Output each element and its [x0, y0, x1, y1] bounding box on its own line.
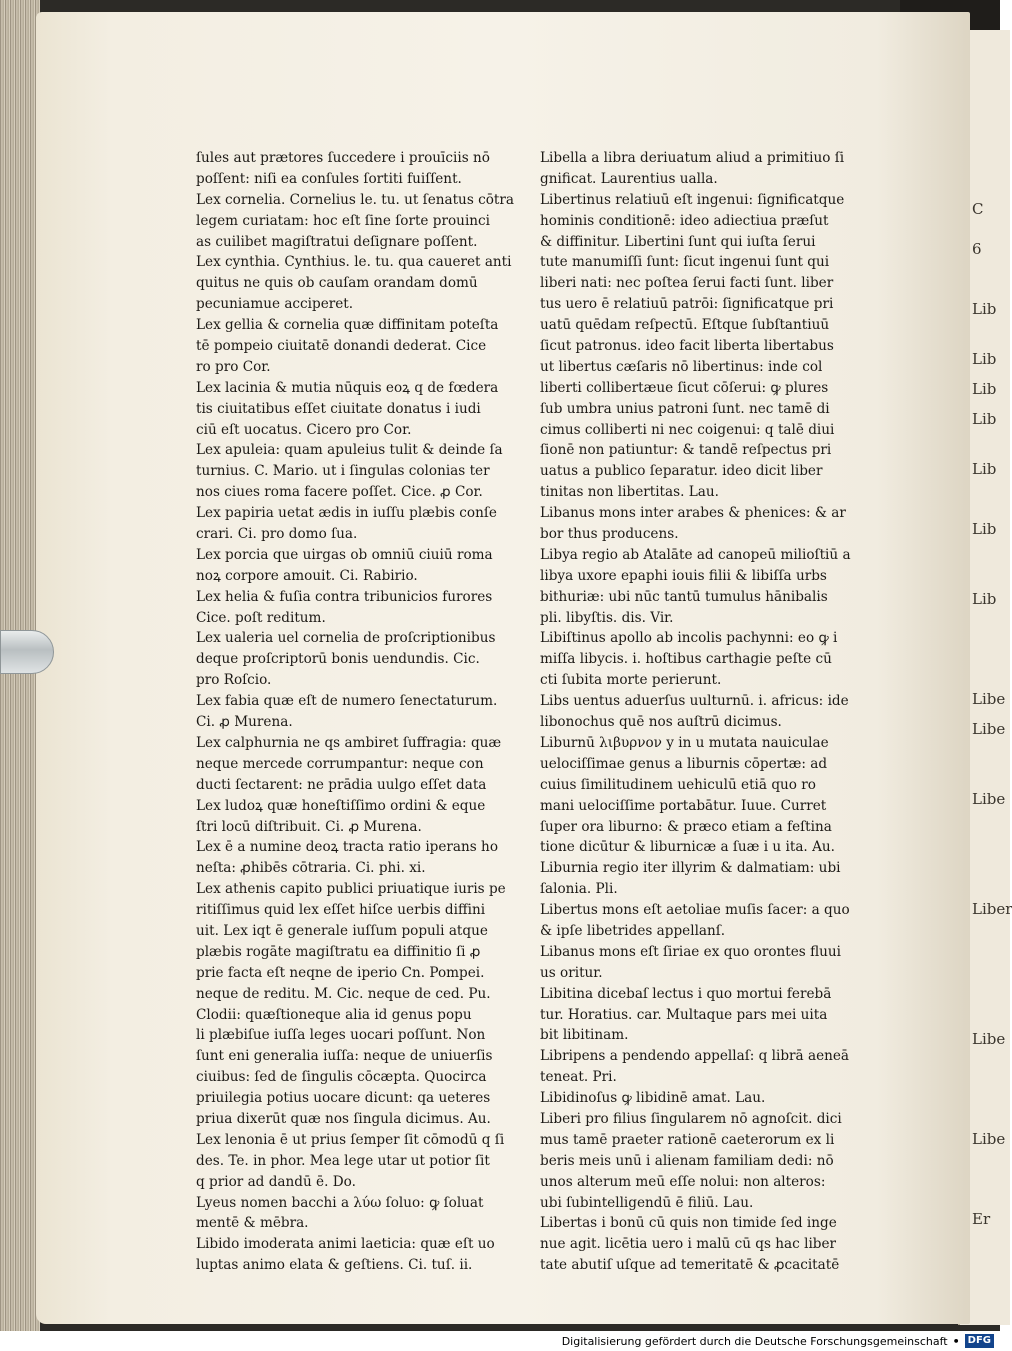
left-column-line: priua dixerūt quæ nos ſingula dicimus. Au. [196, 1110, 491, 1127]
left-column-line: neſta: ꝓhibēs cōtraria. Ci. phi. xi. [196, 860, 426, 877]
left-column-line: tē pompeio ciuitatē donandi dederat. Cice [196, 338, 487, 355]
facing-page-fragment: Er [972, 1210, 991, 1228]
right-column-line: tione dicūtur & liburnicæ a ſuæ i u ita. Au. [540, 839, 835, 856]
left-column-line: Lyeus nomen bacchi a λύω ſoluo: ꝙ ſoluat [196, 1194, 484, 1211]
left-column-line: Lex helia & fuſia contra tribunicios furores [196, 588, 493, 605]
right-column-line: Libanus mons inter arabes & phenices: & ar [540, 505, 846, 522]
facing-page-fragment: Libe [972, 720, 1006, 738]
left-column-line: Lex lacinia & mutia nūquis eoꝝ q de fœdera [196, 379, 499, 396]
left-column-line: Lex apuleia: quam apuleius tulit & deinde ſa [196, 442, 503, 459]
left-column-line: Lex calphurnia ne qs ambiret ſuffragia: quæ [196, 734, 502, 751]
right-column-line: ſalonia. Pli. [540, 881, 618, 898]
left-column-line: des. Te. in phor. Mea lege utar ut potior ſit [196, 1152, 490, 1169]
left-column-line: pecuniamue acciperet. [196, 296, 354, 313]
right-column-line: Libertus mons eſt aetoliae muſis ſacer: a quo [540, 902, 850, 919]
right-column-line: mani uelociſſime portabātur. Iuue. Curret [540, 797, 827, 814]
left-column-line: Lex ē a numine deoꝝ tracta ratio iperans ho [196, 839, 499, 856]
right-column-line: cuius ſimilitudinem uehiculū etiā quo ro [540, 776, 816, 793]
right-column-line: uatū quēdam reſpectū. Eſtque ſubſtantiuū [540, 317, 830, 334]
left-column-line: plæbis rogāte magiſtratu ea diffinitio ſi ꝓ [196, 943, 481, 960]
right-column-line: Libertinus relatiuū eſt ingenui: ſignificatque [540, 191, 845, 208]
right-column-line: uatus a publico ſeparatur. ideo dicit liber [540, 463, 823, 480]
left-column-line: ſtri locū diſtribuit. Ci. ꝓ Murena. [196, 818, 422, 835]
left-column-line: quitus ne quis ob cauſam orandam domū [196, 275, 478, 292]
left-column-line: deque proſcriptorū bonis uendundis. Cic. [196, 651, 480, 668]
left-column-line: Lex porcia que uirgas ob omniū ciuiū roma [196, 546, 493, 563]
right-column-line: ſicut patronus. ideo facit liberta libertabus [540, 338, 834, 355]
facing-page-fragment: 6 [972, 240, 982, 258]
facing-page-fragment: Libe [972, 1130, 1006, 1148]
left-column-line: ro pro Cor. [196, 358, 271, 375]
left-column-line: luptas animo elata & geſtiens. Ci. tuſ. ii. [196, 1257, 473, 1274]
left-column-line: as cuilibet magiſtratui deſignare poſſent. [196, 233, 478, 250]
right-column-line: tur. Horatius. car. Multaque pars mei uita [540, 1006, 828, 1023]
left-column-line: Cice. poſt reditum. [196, 609, 326, 626]
right-column-line: Libanus mons eſt ſiriae ex quo orontes fluui [540, 943, 842, 960]
right-column-line: Liburnia regio iter illyrim & dalmatiam: ubi [540, 860, 841, 877]
footer-text: Digitalisierung gefördert durch die Deutsche Forschungsgemeinschaft [561, 1334, 948, 1348]
right-column-line: pli. libyſtis. dis. Vir. [540, 609, 674, 626]
footer-bar [0, 1331, 1000, 1351]
page-clip [0, 630, 54, 674]
left-column-line: priuilegia potius uocare dicunt: qa ueteres [196, 1090, 491, 1107]
right-column-line: Libella a libra deriuatum aliud a primitiuo ſi [540, 150, 845, 166]
right-column-line: hominis conditionē: ideo adiectiua præſut [540, 212, 829, 229]
right-column-line: us oritur. [540, 964, 603, 981]
right-column-line: ubi ſubintelligendū ē filiū. Lau. [540, 1194, 754, 1211]
left-column-line: poſſent: niſi ea conſules ſortiti fuiſſent. [196, 170, 462, 187]
right-column-line: liberi nati: nec poſtea ſerui facti ſunt. liber [540, 275, 834, 292]
left-column-line: Lex lenonia ē ut prius ſemper ſit cōmodū q ſi [196, 1131, 505, 1148]
right-column-line: mus tamē praeter rationē caeterorum ex li [540, 1131, 835, 1148]
left-column-line: crari. Ci. pro domo ſua. [196, 526, 358, 543]
left-column-line: Clodii: quæſtioneque alia id genus popu [196, 1006, 472, 1023]
left-column-line: legem curiatam: hoc eſt ſine ſorte prouinci [196, 212, 491, 229]
right-column-line: Libitina dicebaſ lectus i quo mortui ferebā [540, 985, 832, 1002]
right-column-line: miſſa libycis. i. hoſtibus carthagie peſte cū [540, 651, 832, 668]
left-column-line: Ci. ꝓ Murena. [196, 714, 293, 731]
left-column-line: pro Roſcio. [196, 672, 272, 689]
left-column-line: neque de reditu. M. Cic. neque de ced. Pu. [196, 985, 491, 1002]
right-column-line: tinitas non libertitas. Lau. [540, 484, 719, 501]
right-text-column [540, 148, 860, 1276]
facing-page-fragment: Lib [972, 300, 997, 318]
left-column-line: Lex ualeria uel cornelia de proſcriptionibus [196, 630, 496, 647]
left-column-line: turnius. C. Mario. ut i ſingulas colonias ter [196, 463, 490, 480]
right-column-line: bor thus producens. [540, 526, 679, 543]
left-column-line: tis ciuitatibus eſſet ciuitate donatus i iudi [196, 400, 481, 417]
left-column-line: Libido imoderata animi laeticia: quæ eſt uo [196, 1236, 495, 1253]
left-column-line: Lex athenis capito publici priuatique iuris pe [196, 881, 506, 898]
right-column-line: Libidinoſus ꝙ libidinē amat. Lau. [540, 1090, 766, 1107]
right-column-line: nue agit. licētia uero i malū cū qs hac liber [540, 1236, 837, 1253]
right-column-line: Liburnū λιβυρνον y in u mutata nauiculae [540, 734, 829, 751]
left-column-line: Lex ludoꝝ quæ honeſtiſſimo ordini & eque [196, 797, 486, 814]
right-column-line: cimus colliberti ni nec coigenui: q talē diui [540, 421, 835, 438]
right-column-line: cti ſubita morte perierunt. [540, 672, 722, 689]
right-column-line: uelociſſimae genus a liburnis cōpertæ: ad [540, 755, 828, 772]
left-column-line: nos ciues roma facere poſſet. Cice. ꝓ Cor. [196, 484, 483, 501]
right-column-line: tute manumiſſi ſunt: ſicut ingenui ſunt qui [540, 254, 830, 271]
right-column-line: ut libertus cæſaris nō libertinus: inde col [540, 358, 823, 375]
right-column-line: tate abutiſ uſque ad temeritatē & ꝓcacitatē [540, 1257, 840, 1274]
facing-page-fragment: Libe [972, 690, 1006, 708]
right-column-line: ſionē non patiuntur: & tandē reſpectus pri [540, 442, 832, 459]
right-column-line: beris meis unū i alienam familiam dedi: nō [540, 1152, 834, 1169]
left-column-line: ciuibus: ſed de ſingulis cōcæpta. Quocirca [196, 1069, 487, 1086]
left-column-line: Lex gellia & cornelia quæ diffinitam poteſta [196, 317, 499, 334]
right-column-line: gnificat. Laurentius ualla. [540, 170, 718, 187]
right-column-line: unos alterum meū eſſe nolui: non alteros: [540, 1173, 826, 1190]
left-column-line: Lex cynthia. Cynthius. le. tu. qua caueret anti [196, 254, 512, 271]
left-column-line: Lex fabia quæ eſt de numero ſenectaturum. [196, 693, 498, 710]
right-column-line: ſub umbra unius patroni ſunt. nec tamē di [540, 400, 830, 417]
right-column-line: libonochus quē nos auſtrū dicimus. [540, 714, 782, 731]
left-column-line: ciū eſt uocatus. Cicero pro Cor. [196, 421, 412, 438]
facing-page-fragment: Lib [972, 460, 997, 478]
left-column-line: ritiſſimus quid lex eſſet hiſce uerbis diffini [196, 902, 486, 919]
right-column-line: liberti collibertæue ſicut cōſerui: ꝙ plures [540, 379, 829, 396]
facing-page-fragment: C [972, 200, 984, 218]
right-column-line: Libs uentus aduerſus uulturnū. i. africus: ide [540, 693, 849, 710]
left-column-line: ſules aut prætores ſuccedere i prouīciis nō [196, 150, 490, 166]
facing-page-fragment: Lib [972, 380, 997, 398]
right-column-line: ſuper ora liburno: & præco etiam a feſtina [540, 818, 832, 835]
right-column-line: & diffinitur. Libertini ſunt qui iuſta ſerui [540, 233, 816, 250]
facing-page-fragment: Liber [972, 900, 1012, 918]
left-text-column [196, 148, 526, 1276]
right-column-line: bithuriæ: ubi nūc tantū tumulus hānibalis [540, 588, 828, 605]
dfg-logo: DFG [965, 1334, 994, 1348]
right-column-line: Libiſtinus apollo ab incolis pachynni: eo ꝙ i [540, 630, 838, 647]
left-column-line: ducti ſectarent: ne prādia uulgo eſſet data [196, 776, 487, 793]
facing-page-fragment: Lib [972, 410, 997, 428]
right-column-line: Liberi pro filius ſingularem nō agnoſcit. dici [540, 1110, 842, 1127]
left-column-line: q prior ad dandū ē. Do. [196, 1173, 356, 1190]
facing-page-fragment: Libe [972, 1030, 1006, 1048]
facing-page-fragment: Lib [972, 590, 997, 608]
right-column-line: libya uxore epaphi iouis filii & libiſſa urbs [540, 567, 827, 584]
right-column-line: & ipſe libetrides appellanſ. [540, 922, 726, 939]
footer-separator: • [952, 1334, 960, 1348]
right-column-line: bit libitinam. [540, 1027, 629, 1044]
facing-page-fragment: Libe [972, 790, 1006, 808]
left-column-line: ſunt eni generalia iuſſa: neque de uniuerſis [196, 1048, 493, 1065]
left-column-line: noꝝ corpore amouit. Ci. Rabirio. [196, 567, 418, 584]
facing-page-fragment: Lib [972, 520, 997, 538]
left-column-line: prie facta eſt neqne de iperio Cn. Pompei. [196, 964, 485, 981]
right-column-line: Libripens a pendendo appellaſ: q librā aeneā [540, 1048, 850, 1065]
left-column-line: uit. Lex iqt ē generale iuſſum populi atque [196, 922, 488, 939]
left-column-line: Lex papiria uetat ædis in iuſſu plæbis conſe [196, 505, 497, 522]
right-column-line: teneat. Pri. [540, 1069, 617, 1086]
left-column-line: mentē & mēbra. [196, 1215, 309, 1232]
right-column-line: Libertas i bonū cū quis non timide ſed inge [540, 1215, 837, 1232]
right-column-line: Libya regio ab Atalāte ad canopeū milioſtiū a [540, 546, 851, 563]
right-column-line: tus uero ē relatiuū patrōi: ſignificatque pri [540, 296, 834, 313]
left-column-line: Lex cornelia. Cornelius le. tu. ut ſenatus cōtra [196, 191, 514, 208]
left-column-line: li plæbiſue iuſſa leges uocari poſſunt. Non [196, 1027, 486, 1044]
facing-page-fragment: Lib [972, 350, 997, 368]
left-column-line: neque mercede corrumpantur: neque con [196, 755, 484, 772]
